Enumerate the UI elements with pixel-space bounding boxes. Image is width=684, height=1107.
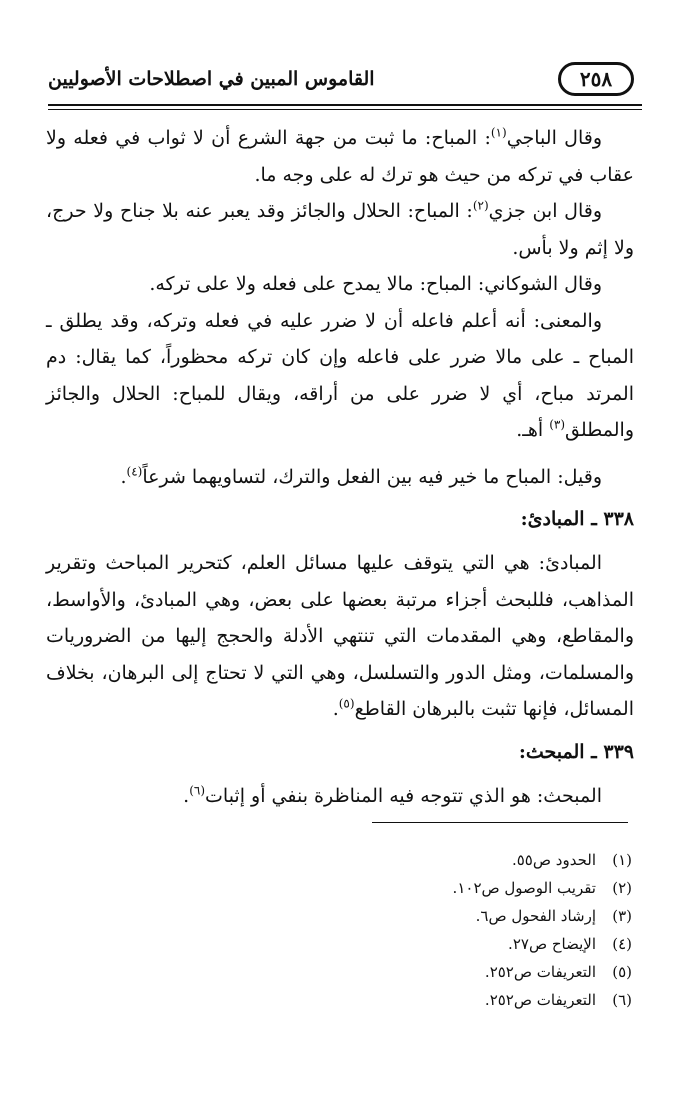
footnote-number: (٣) bbox=[612, 907, 632, 925]
page-number: ٢٥٨ bbox=[558, 62, 634, 96]
footnote-text: التعريفات ص٢٥٢. bbox=[484, 991, 596, 1009]
text-run: . bbox=[332, 698, 339, 720]
section-heading-338: ٣٣٨ ـ المبادئ: bbox=[520, 508, 634, 530]
text-run: . bbox=[120, 465, 127, 488]
header-rule bbox=[48, 104, 642, 106]
footnote-text: الإيضاح ص٢٧. bbox=[508, 935, 596, 953]
spacer bbox=[46, 449, 634, 459]
footnote-item bbox=[232, 874, 632, 902]
footnote-number: (٢) bbox=[612, 879, 632, 897]
footnote-ref: (١) bbox=[490, 125, 507, 140]
text-run: وقال ابن جزي bbox=[488, 200, 602, 222]
paragraph-shawkani: وقال الشوكاني: المباح: مالا يمدح على فعله ولا على تركه. bbox=[149, 273, 602, 295]
footnote-ref: (٦) bbox=[189, 783, 206, 798]
footnote-text: الحدود ص٥٥. bbox=[511, 851, 596, 869]
text-run: : المباح: ما ثبت من جهة الشرع أن لا ثواب في فعله ولا عقاب في تركه من حيث هو ترك له على وجه ما. bbox=[46, 127, 634, 186]
text-run: والمعنى: أنه أعلم فاعله أن لا ضرر عليه في فعله وتركه، وقد يطلق ـ المباح ـ على مالا ضرر على فاعله وإن كان تركه محظوراً، كما يقال: دم المرتد مباح، أي لا ضرر على من أراقه، ويقال للمباح: الحلال والجائز والمطلق bbox=[46, 309, 634, 441]
header-rule-thin bbox=[48, 109, 642, 110]
running-title: القاموس المبين في اصطلاحات الأصوليين bbox=[48, 68, 375, 90]
footnote-separator bbox=[372, 822, 628, 823]
footnote-text: التعريفات ص٢٥٢. bbox=[484, 963, 596, 981]
paragraph-mabadi bbox=[46, 545, 634, 728]
footnote-number: (٤) bbox=[612, 935, 632, 953]
footnote-ref: (٣) bbox=[549, 417, 566, 432]
text-run: وقال الباجي bbox=[506, 127, 602, 149]
footnotes-list bbox=[232, 846, 632, 1014]
footnote-item bbox=[232, 958, 632, 986]
text-run: المبادئ: هي التي يتوقف عليها مسائل العلم، كتحرير المباحث وتقرير المذاهب، فللبحث أجزاء مرتبة بعضها على بعض، وهي المبادئ، والأواسط، والمقاطع، وهي المقدمات التي تنتهي الأدلة والحجج إليها من الضروريات والمسلمات، ومثل الدور والتسلسل، وهي التي لا تحتاج إلى البرهان، بخلاف المسائل، فإنها تثبت بالبرهان القاطع bbox=[46, 552, 634, 720]
footnote-item bbox=[232, 986, 632, 1014]
footnote-ref: (٥) bbox=[338, 696, 355, 711]
text-run: : المباح: الحلال والجائز وقد يعبر عنه بلا جناح ولا حرج، ولا إثم ولا بأس. bbox=[46, 200, 634, 259]
footnote-number: (٦) bbox=[612, 991, 632, 1009]
text-run: المبحث: هو الذي تتوجه فيه المناظرة بنفي أو إثبات bbox=[205, 784, 602, 807]
text-run: وقيل: المباح ما خير فيه بين الفعل والترك، لتساويهما شرعاً bbox=[142, 465, 602, 488]
footnote-item bbox=[232, 846, 632, 874]
footnote-ref: (٢) bbox=[472, 198, 489, 213]
paragraph-qila bbox=[46, 459, 634, 496]
section-heading-339: ٣٣٩ ـ المبحث: bbox=[518, 740, 634, 763]
footnote-item bbox=[232, 930, 632, 958]
page-body bbox=[46, 120, 634, 814]
footnote-text: تقريب الوصول ص١٠٢. bbox=[452, 879, 596, 897]
paragraph-mabhath bbox=[46, 778, 634, 815]
paragraph-baji bbox=[46, 120, 634, 193]
paragraph-meaning bbox=[46, 303, 634, 449]
page-header bbox=[48, 62, 642, 98]
text-run: أهـ. bbox=[516, 419, 550, 441]
footnote-number: (١) bbox=[612, 851, 632, 869]
text-run: . bbox=[183, 784, 190, 807]
footnote-ref: (٤) bbox=[126, 464, 143, 479]
footnote-item bbox=[232, 902, 632, 930]
footnote-number: (٥) bbox=[612, 963, 632, 981]
footnote-text: إرشاد الفحول ص٦. bbox=[475, 907, 596, 925]
paragraph-ibn-juzay bbox=[46, 193, 634, 266]
